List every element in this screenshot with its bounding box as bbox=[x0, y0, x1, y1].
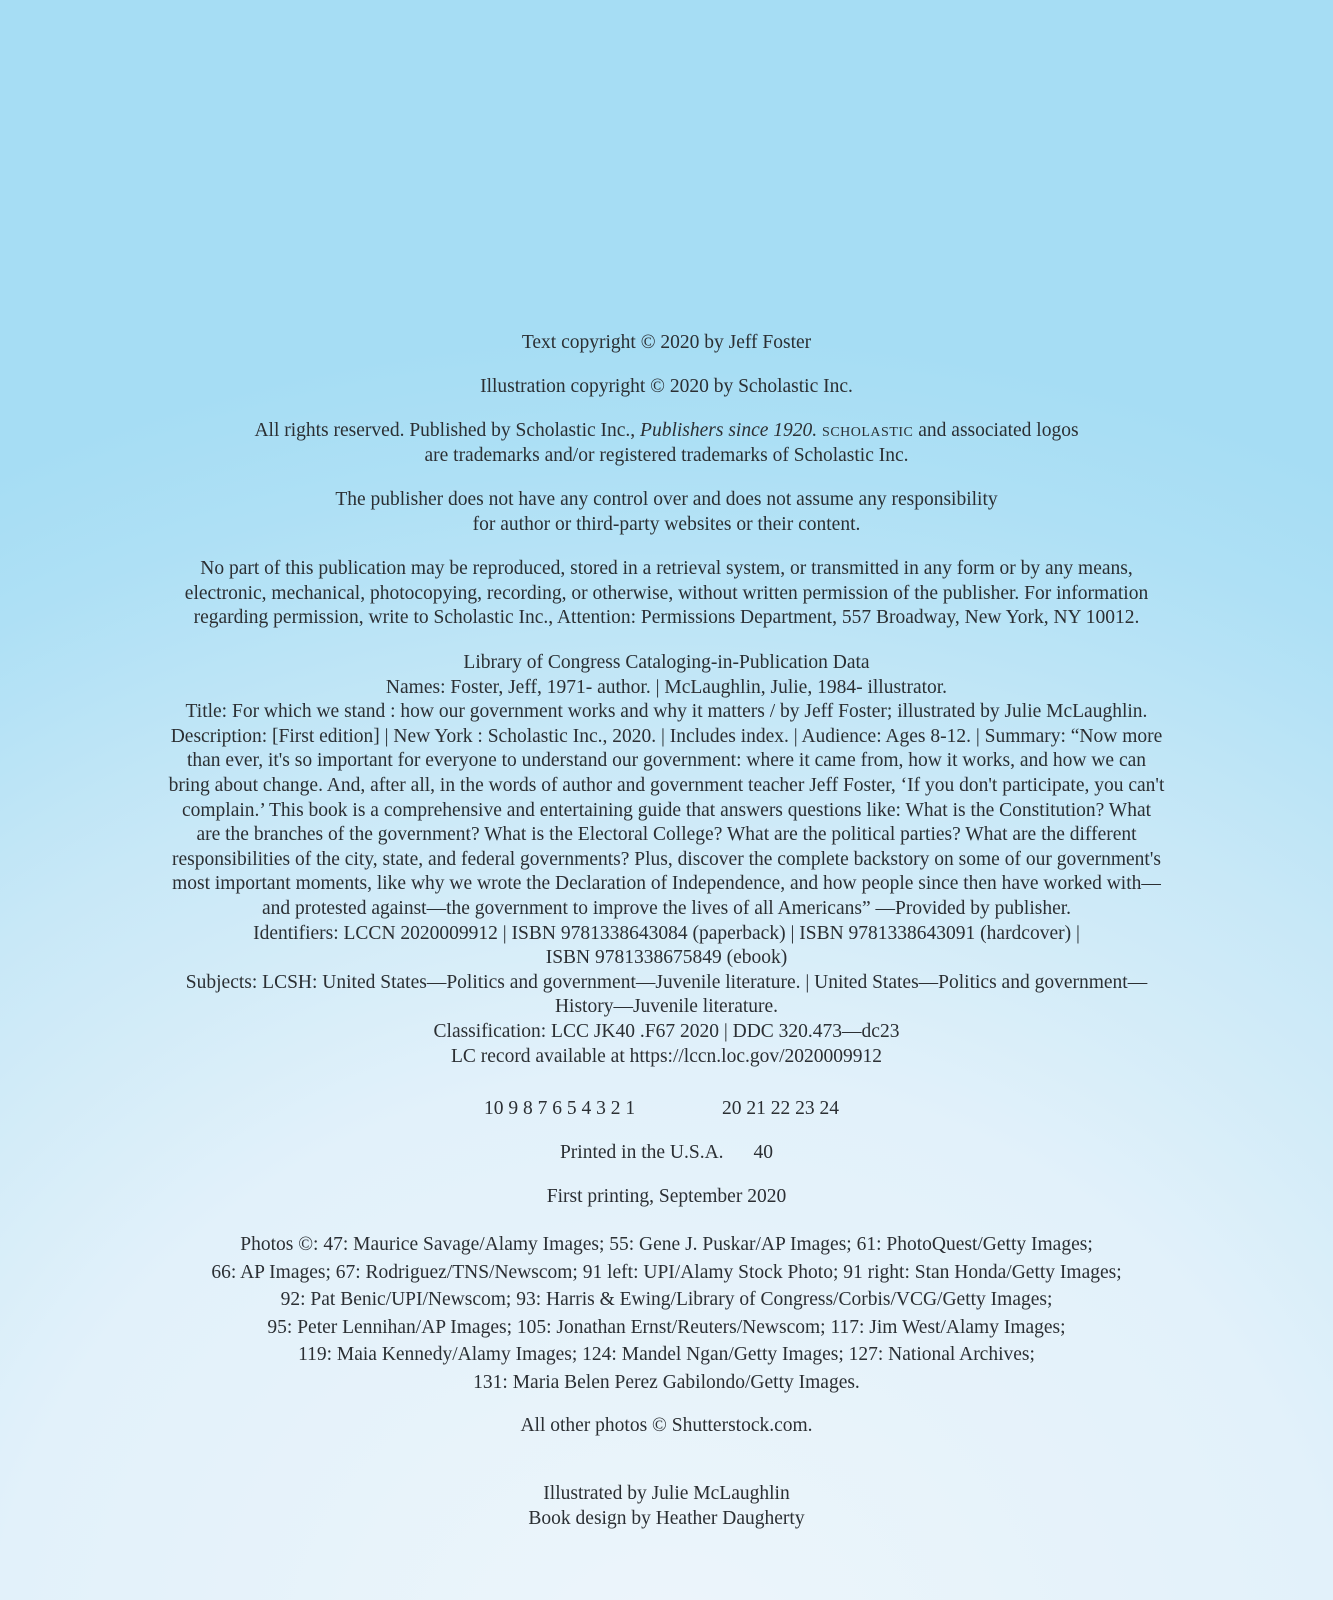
rights-line-1 bbox=[0, 419, 1333, 444]
cip-line: are the branches of the government? What is the Electoral College? What are the political parties? What are the different bbox=[196, 824, 1137, 846]
cip-line: bring about change. And, after all, in the words of author and government teacher Jeff Foster, ‘If you don't participate, you can't bbox=[168, 774, 1165, 796]
photo-credit-line: Photos ©: 47: Maurice Savage/Alamy Images; 55: Gene J. Puskar/AP Images; 61: PhotoQuest/Getty Images; bbox=[240, 1234, 1093, 1255]
reproduction-line: electronic, mechanical, photocopying, recording, or otherwise, without written permission of the publisher. For information bbox=[184, 582, 1149, 604]
other-photos-line: All other photos © Shutterstock.com. bbox=[520, 1415, 813, 1436]
responsibility-line-2: for author or third-party websites or their content. bbox=[472, 513, 861, 535]
other-photos bbox=[0, 1414, 1333, 1439]
rights-prefix: All rights reserved. Published by Scholastic Inc., bbox=[254, 420, 641, 441]
cip-line: responsibilities of the city, state, and federal governments? Plus, discover the complete backstory on some of our government's bbox=[172, 848, 1161, 870]
year-numbers: 20 21 22 23 24 bbox=[722, 1098, 839, 1119]
cip-line: ISBN 9781338675849 (ebook) bbox=[545, 947, 788, 969]
cip-line: History—Juvenile literature. bbox=[554, 996, 779, 1018]
photo-credit-line: 95: Peter Lennihan/AP Images; 105: Jonathan Ernst/Reuters/Newscom; 117: Jim West/Alamy Images; bbox=[267, 1316, 1066, 1338]
reproduction-line: No part of this publication may be reproduced, stored in a retrieval system, or transmitted in any form or by any means, bbox=[200, 558, 1133, 579]
cip-line: than ever, it's so important for everyone to understand our government: where it came from, how it works, and how we can bbox=[186, 750, 1147, 772]
rights-italic: Publishers since 1920. bbox=[640, 420, 818, 441]
impression-numbers: 10 9 8 7 6 5 4 3 2 1 bbox=[484, 1098, 636, 1119]
cip-line: Title: For which we stand : how our government works and why it matters / by Jeff Foster; illustrated by Julie McLaughlin. bbox=[185, 701, 1148, 723]
rights-line-2: are trademarks and/or registered trademarks of Scholastic Inc. bbox=[424, 444, 909, 466]
first-printing-line: First printing, September 2020 bbox=[546, 1186, 787, 1207]
cip-line: most important moments, like why we wrote the Declaration of Independence, and how people since then have worked with— bbox=[172, 873, 1161, 895]
photo-credit-line: 131: Maria Belen Perez Gabilondo/Getty Images. bbox=[473, 1371, 860, 1393]
cip-line: and protested against—the government to improve the lives of all Americans” —Provided by publisher. bbox=[261, 897, 1072, 919]
first-printing bbox=[0, 1185, 1333, 1210]
reproduction-notice bbox=[0, 557, 1333, 631]
cip-line: Identifiers: LCCN 2020009912 | ISBN 9781338643084 (paperback) | ISBN 9781338643091 (hardcover) | bbox=[253, 922, 1080, 944]
illustration-copyright bbox=[0, 375, 1333, 400]
illustrator-credit: Illustrated by Julie McLaughlin bbox=[543, 1483, 790, 1504]
cip-line: Description: [First edition] | New York : Scholastic Inc., 2020. | Includes index. | Audience: Ages 8-12. | Summary: “Now more bbox=[170, 725, 1163, 747]
photo-credit-line: 92: Pat Benic/UPI/Newscom; 93: Harris & Ewing/Library of Congress/Corbis/VCG/Getty Images; bbox=[280, 1289, 1053, 1310]
cip-data bbox=[0, 651, 1333, 1069]
printed-in-text: Printed in the U.S.A. bbox=[559, 1142, 724, 1163]
rights-reserved bbox=[0, 419, 1333, 468]
photo-credits bbox=[0, 1231, 1333, 1396]
text-copyright bbox=[0, 331, 1333, 356]
cip-line: complain.’ This book is a comprehensive and entertaining guide that answers questions like: What is the Constitution? What bbox=[181, 799, 1152, 821]
responsibility-notice bbox=[0, 488, 1333, 537]
book-credits bbox=[0, 1482, 1333, 1531]
scholastic-smallcaps: scholastic bbox=[822, 420, 914, 441]
printed-in bbox=[0, 1141, 1333, 1165]
cip-line: Subjects: LCSH: United States—Politics and government—Juvenile literature. | United States—Politics and government— bbox=[185, 971, 1148, 993]
rights-suffix: and associated logos bbox=[913, 420, 1079, 441]
text-copyright-line: Text copyright © 2020 by Jeff Foster bbox=[521, 332, 812, 353]
cip-line: Names: Foster, Jeff, 1971- author. | McLaughlin, Julie, 1984- illustrator. bbox=[385, 676, 948, 698]
cip-line: LC record available at https://lccn.loc.gov/2020009912 bbox=[450, 1045, 883, 1067]
reproduction-line: regarding permission, write to Scholastic Inc., Attention: Permissions Department, 557 Broadway, New York, NY 10012. bbox=[193, 607, 1140, 629]
responsibility-line-1: The publisher does not have any control over and does not assume any responsibility bbox=[335, 489, 998, 510]
photo-credit-line: 66: AP Images; 67: Rodriguez/TNS/Newscom; 91 left: UPI/Alamy Stock Photo; 91 right: Stan Honda/Getty Images; bbox=[211, 1261, 1122, 1283]
photo-credit-line: 119: Maia Kennedy/Alamy Images; 124: Mandel Ngan/Getty Images; 127: National Archives; bbox=[298, 1344, 1035, 1365]
cip-heading: Library of Congress Cataloging-in-Publication Data bbox=[463, 652, 870, 673]
cip-line: Classification: LCC JK40 .F67 2020 | DDC 320.473—dc23 bbox=[433, 1020, 900, 1042]
printer-code: 40 bbox=[753, 1142, 774, 1163]
illustration-copyright-line: Illustration copyright © 2020 by Scholastic Inc. bbox=[480, 376, 853, 397]
designer-credit: Book design by Heather Daugherty bbox=[528, 1507, 805, 1529]
